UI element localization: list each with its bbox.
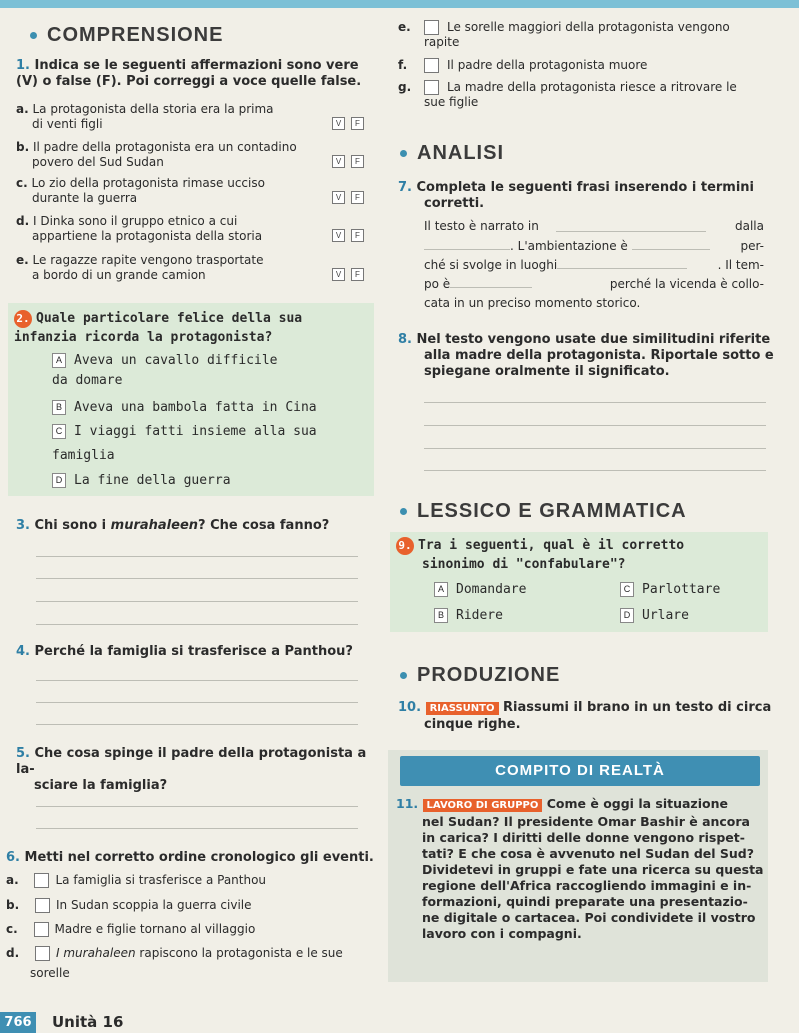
q7-line-4: po è perché la vicenda è collo- bbox=[424, 277, 764, 291]
question-5: 5. Che cosa spinge il padre della protagonista a la- sciare la famiglia? bbox=[16, 746, 367, 793]
vf-checkbox[interactable] bbox=[424, 80, 439, 95]
section-title-produzione: PRODUZIONE bbox=[400, 664, 560, 687]
q9-option-a[interactable]: A Domandare bbox=[434, 582, 526, 597]
q2-option-a-cont: da domare bbox=[52, 373, 123, 388]
q6-item-c: c. Madre e figlie tornano al villaggio bbox=[6, 922, 256, 936]
answer-line[interactable] bbox=[424, 425, 766, 426]
quiz-box-q9 bbox=[390, 532, 768, 632]
vf-checkbox[interactable] bbox=[424, 58, 439, 73]
q1-item-c: c. Lo zio della protagonista rimase ucciso durante la guerra V F bbox=[16, 176, 376, 206]
section-title-lessico: LESSICO E GRAMMATICA bbox=[400, 500, 687, 523]
true-checkbox[interactable]: V bbox=[332, 117, 345, 130]
q6-item-b: b. In Sudan scoppia la guerra civile bbox=[6, 898, 252, 912]
q1-item-e-right: e. Le sorelle maggiori della protagonista vengono rapite bbox=[398, 20, 730, 49]
fill-blank[interactable] bbox=[556, 231, 706, 232]
question-8: 8. Nel testo vengono usate due similitudini riferite alla madre della protagonista. Riportale sotto e spiegane oralmente il significato. bbox=[398, 332, 774, 379]
q9-option-c[interactable]: C Parlottare bbox=[620, 582, 720, 597]
question-10: 10. RIASSUNTO Riassumi il brano in un testo di circa cinque righe. bbox=[398, 700, 772, 732]
answer-line[interactable] bbox=[424, 470, 766, 471]
order-checkbox[interactable] bbox=[34, 922, 49, 937]
q1-item-g-right: g. La madre della protagonista riesce a ritrovare le sue figlie bbox=[398, 80, 737, 109]
lavoro-di-gruppo-tag: LAVORO DI GRUPPO bbox=[423, 799, 543, 812]
q6-item-a: a. La famiglia si trasferisce a Panthou bbox=[6, 873, 267, 887]
answer-line[interactable] bbox=[36, 828, 358, 829]
q7-line-3: ché si svolge in luoghi . Il tem- bbox=[424, 258, 764, 272]
question-7: 7. Completa le seguenti frasi inserendo i termini corretti. bbox=[398, 180, 755, 211]
answer-line[interactable] bbox=[36, 578, 358, 579]
q1-item-b: b. Il padre della protagonista era un contadino povero del Sud Sudan V F bbox=[16, 140, 376, 170]
q7-line-2: . L'ambientazione è per- bbox=[424, 239, 764, 254]
answer-line[interactable] bbox=[36, 601, 358, 602]
question-3: 3. Chi sono i murahaleen? Che cosa fanno? bbox=[16, 518, 330, 533]
compito-header: COMPITO DI REALTÀ bbox=[400, 756, 760, 786]
question-6: 6. Metti nel corretto ordine cronologico gli eventi. bbox=[6, 850, 374, 865]
section-title-comprensione: COMPRENSIONE bbox=[30, 24, 223, 47]
question-number-badge: 9. bbox=[396, 537, 414, 555]
answer-line[interactable] bbox=[36, 680, 358, 681]
q9-option-b[interactable]: B Ridere bbox=[434, 608, 503, 623]
false-checkbox[interactable]: F bbox=[351, 191, 364, 204]
q1-item-a: a. La protagonista della storia era la prima di venti figli V F bbox=[16, 102, 376, 132]
unit-label: Unità 16 bbox=[52, 1013, 124, 1031]
answer-line[interactable] bbox=[424, 448, 766, 449]
answer-line[interactable] bbox=[36, 702, 358, 703]
false-checkbox[interactable]: F bbox=[351, 155, 364, 168]
q7-line-1: Il testo è narrato in dalla bbox=[424, 219, 764, 233]
answer-line[interactable] bbox=[424, 402, 766, 403]
answer-line[interactable] bbox=[36, 624, 358, 625]
question-1: 1. Indica se le seguenti affermazioni sono vere (V) o false (F). Poi correggi a voce quelle false. bbox=[16, 58, 362, 89]
q1-item-e: e. Le ragazze rapite vengono trasportate a bordo di un grande camion V F bbox=[16, 253, 376, 283]
true-checkbox[interactable]: V bbox=[332, 229, 345, 242]
bullet-dot-icon bbox=[400, 150, 407, 157]
riassunto-tag: RIASSUNTO bbox=[426, 702, 499, 715]
q9-option-d[interactable]: D Urlare bbox=[620, 608, 689, 623]
page-number: 766 bbox=[0, 1012, 36, 1033]
q2-option-c[interactable]: C I viaggi fatti insieme alla sua bbox=[52, 424, 317, 439]
q6-item-d: d. I murahaleen rapiscono la protagonista e le sue bbox=[6, 946, 343, 960]
bullet-dot-icon bbox=[30, 32, 37, 39]
q7-line-5: cata in un preciso momento storico. bbox=[424, 296, 641, 310]
true-checkbox[interactable]: V bbox=[332, 155, 345, 168]
question-9: 9. Tra i seguenti, qual è il corretto sinonimo di "confabulare"? bbox=[396, 536, 766, 574]
q2-option-b[interactable]: B Aveva una bambola fatta in Cina bbox=[52, 400, 317, 415]
order-checkbox[interactable] bbox=[35, 898, 50, 913]
answer-line[interactable] bbox=[36, 724, 358, 725]
answer-line[interactable] bbox=[36, 556, 358, 557]
question-4: 4. Perché la famiglia si trasferisce a Panthou? bbox=[16, 644, 353, 659]
compito-box bbox=[388, 750, 768, 982]
order-checkbox[interactable] bbox=[35, 946, 50, 961]
bullet-dot-icon bbox=[400, 508, 407, 515]
q1-item-f-right: f. Il padre della protagonista muore bbox=[398, 58, 648, 72]
q2-option-a[interactable]: A Aveva un cavallo difficile bbox=[52, 351, 278, 370]
top-color-bar bbox=[0, 0, 799, 8]
question-2: 2. Quale particolare felice della sua infanzia ricorda la protagonista? bbox=[14, 311, 303, 345]
false-checkbox[interactable]: F bbox=[351, 229, 364, 242]
question-11: 11. LAVORO DI GRUPPO Come è oggi la situazione nel Sudan? Il presidente Omar Bashir è ancora in carica? I diritti delle donne vengono rispet- tati? E che cosa è avvenuto nel Sudan del Sud? Dividetevi in gruppi e fate una ricerca su questa regione dell'Africa raccogliendo immagini e in- formazioni, quindi preparate una presentazio- ne digitale o cartacea. Poi condividete il vostro lavoro con i compagni. bbox=[396, 796, 764, 941]
question-number-badge: 2. bbox=[14, 310, 32, 328]
order-checkbox[interactable] bbox=[34, 873, 49, 888]
q2-option-d[interactable]: D La fine della guerra bbox=[52, 473, 231, 488]
q6-item-d-cont: sorelle bbox=[30, 966, 70, 980]
true-checkbox[interactable]: V bbox=[332, 268, 345, 281]
bullet-dot-icon bbox=[400, 672, 407, 679]
answer-line[interactable] bbox=[36, 806, 358, 807]
quiz-box-q2 bbox=[8, 303, 374, 496]
q1-item-d: d. I Dinka sono il gruppo etnico a cui appartiene la protagonista della storia V F bbox=[16, 214, 376, 244]
vf-checkbox[interactable] bbox=[424, 20, 439, 35]
section-title-analisi: ANALISI bbox=[400, 142, 504, 165]
false-checkbox[interactable]: F bbox=[351, 268, 364, 281]
false-checkbox[interactable]: F bbox=[351, 117, 364, 130]
true-checkbox[interactable]: V bbox=[332, 191, 345, 204]
q2-option-c-cont: famiglia bbox=[52, 448, 115, 463]
